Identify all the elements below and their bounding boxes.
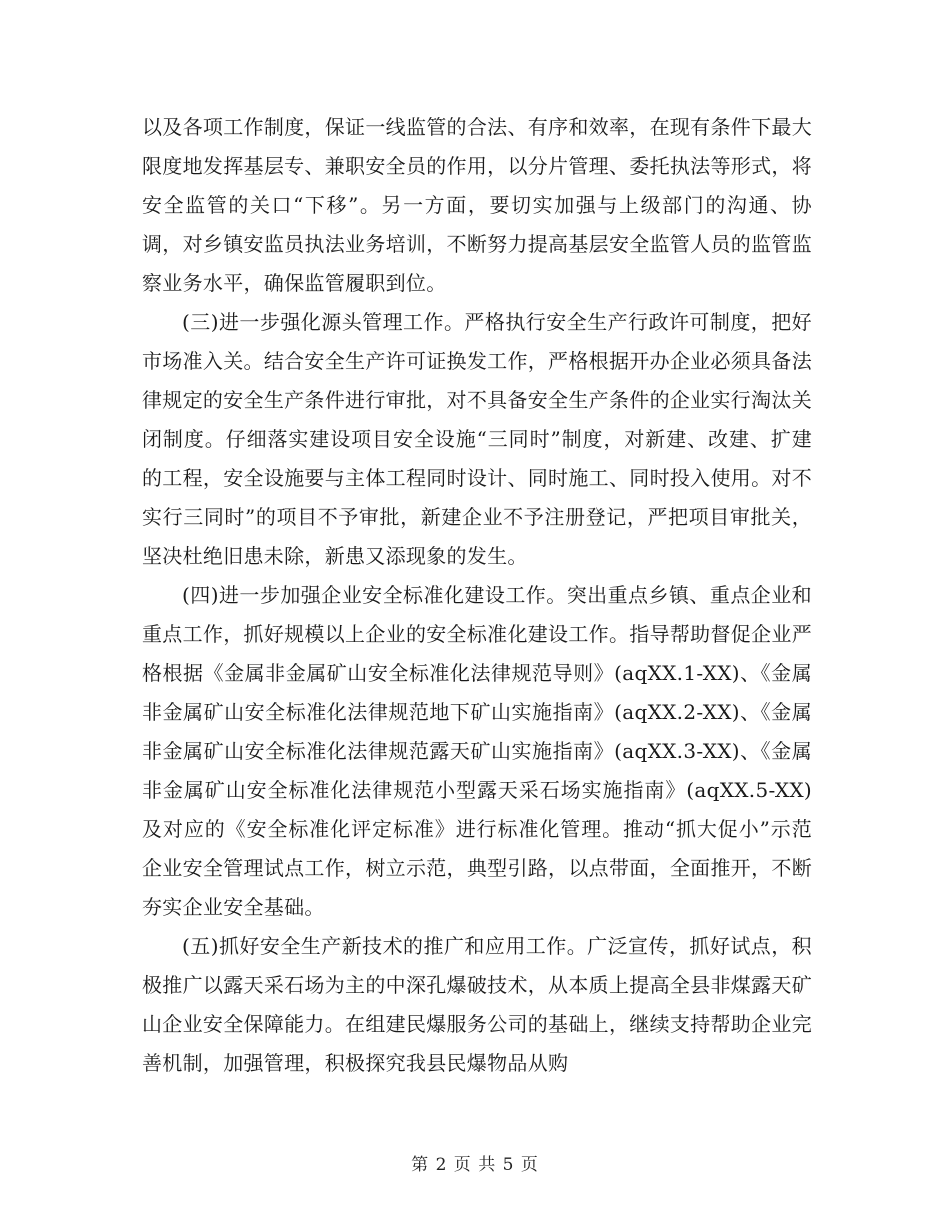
paragraph-new-technology: (五)抓好安全生产新技术的推广和应用工作。广泛宣传，抓好试点，积极推广以露天采石场为主的中深孔爆破技术，从本质上提高全县非煤露天矿山企业安全保障能力。在组建民爆服务公司的基础上，继续支持帮助企业完善机制，加强管理，积极探究我县民爆物品从购 — [142, 934, 812, 1075]
paragraph-continuation: 以及各项工作制度，保证一线监管的合法、有序和效率，在现有条件下最大限度地发挥基层专、兼职安全员的作用，以分片管理、委托执法等形式，将安全监管的关口“下移”。另一方面，要切实加强与上级部门的沟通、协调，对乡镇安监员执法业务培训，不断努力提高基层安全监管人员的监管监察业务水平，确保监管履职到位。 — [142, 115, 812, 295]
paragraph-standardization: (四)进一步加强企业安全标准化建设工作。突出重点乡镇、重点企业和重点工作，抓好规模以上企业的安全标准化建设工作。指导帮助督促企业严格根据《金属非金属矿山安全标准化法律规范导则》(aqXX.1-XX)、《金属非金属矿山安全标准化法律规范地下矿山实施指南》(aqXX.2-XX)、《金属非金属矿山安全标准化法律规范露天矿山实施指南》(aqXX.3-XX)、《金属非金属矿山安全标准化法律规范小型露天采石场实施指南》(aqXX.5-XX)及对应的《安全标准化评定标准》进行标准化管理。推动“抓大促小”示范企业安全管理试点工作，树立示范，典型引路，以点带面，全面推开，不断夯实企业安全基础。 — [142, 583, 812, 919]
paragraph-source-management: (三)进一步强化源头管理工作。严格执行安全生产行政许可制度，把好市场准入关。结合安全生产许可证换发工作，严格根据开办企业必须具备法律规定的安全生产条件进行审批，对不具备安全生产条件的企业实行淘汰关闭制度。仔细落实建设项目安全设施“三同时”制度，对新建、改建、扩建的工程，安全设施要与主体工程同时设计、同时施工、同时投入使用。对不实行三同时”的项目不予审批，新建企业不予注册登记，严把项目审批关，坚决杜绝旧患未除，新患又添现象的发生。 — [142, 310, 812, 568]
page-number-footer: 第 2 页 共 5 页 — [411, 1155, 539, 1175]
document-body — [142, 108, 812, 1083]
